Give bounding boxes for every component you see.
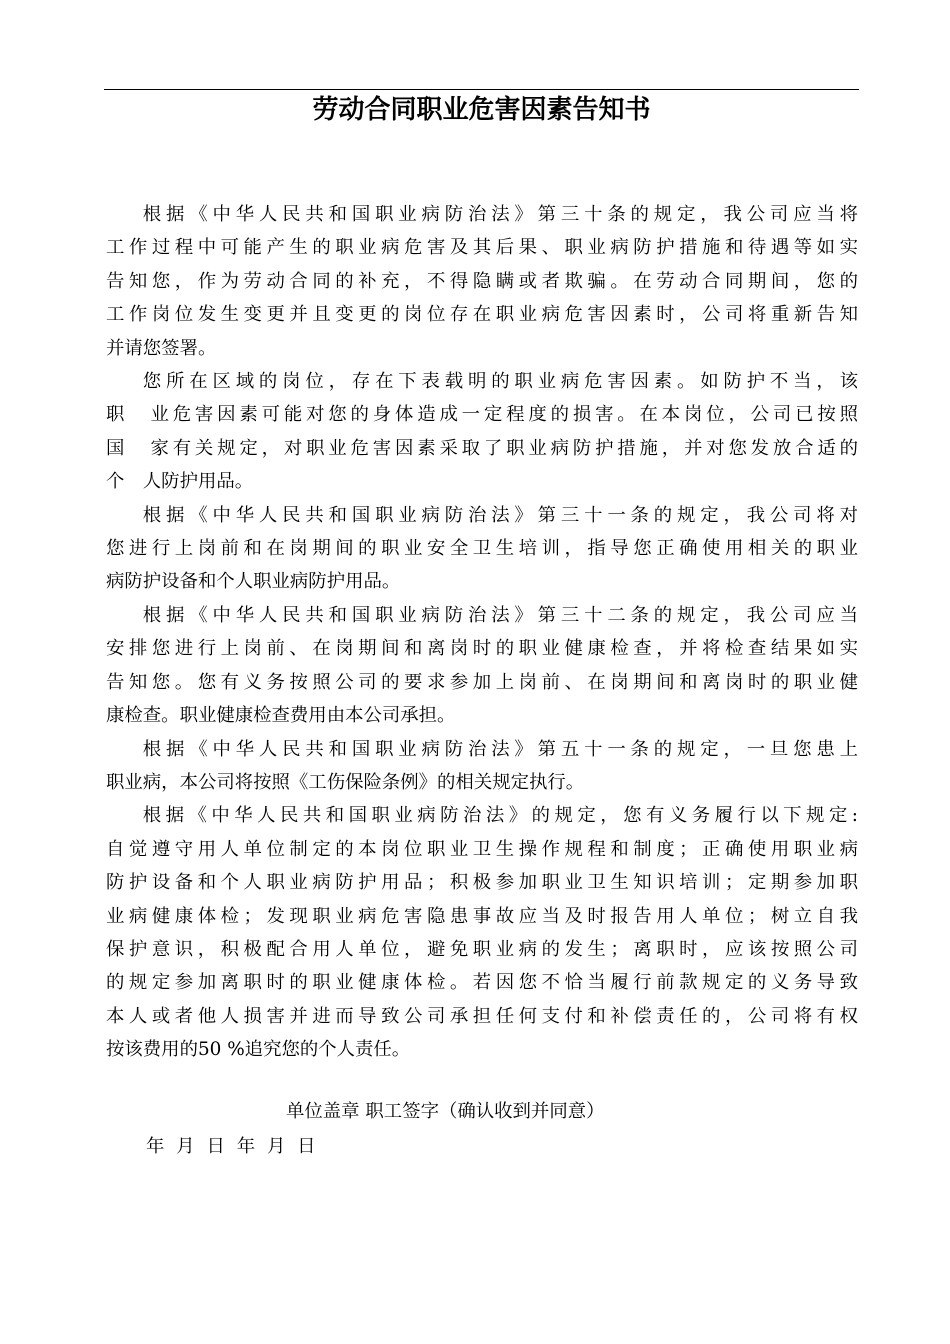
paragraph-line: 防护设备和个人职业病防护用品；积极参加职业卫生知识培训；定期参加职 xyxy=(106,872,858,894)
paragraph-line: 工作岗位发生变更并且变更的岗位存在职业病危害因素时，公司将重新告知 xyxy=(106,304,858,326)
paragraph-line: 根据《中华人民共和国职业病防治法》第三十条的规定，我公司应当将 xyxy=(142,204,858,225)
paragraph-3 xyxy=(106,499,858,599)
paragraph-line: 安排您进行上岗前、在岗期间和离岗时的职业健康检查，并将检查结果如实 xyxy=(106,638,858,660)
paragraph-line: 本人或者他人损害并进而导致公司承担任何支付和补偿责任的，公司将有权 xyxy=(106,1005,858,1027)
paragraph-line: 按该费用的50 %追究您的个人责任。 xyxy=(106,1039,411,1061)
paragraph-line: 职 业危害因素可能对您的身体造成一定程度的损害。在本岗位，公司已按照 xyxy=(106,404,858,426)
paragraph-1 xyxy=(106,198,858,365)
paragraph-line: 业病健康体检；发现职业病危害隐患事故应当及时报告用人单位；树立自我 xyxy=(106,905,858,927)
paragraph-5 xyxy=(106,733,858,800)
paragraph-line: 根据《中华人民共和国职业病防治法》第五十一条的规定，一旦您患上 xyxy=(142,738,858,760)
paragraph-line: 的规定参加离职时的职业健康体检。若因您不恰当履行前款规定的义务导致 xyxy=(106,972,858,994)
paragraph-line: 职业病，本公司将按照《工伤保险条例》的相关规定执行。 xyxy=(106,771,585,793)
signature-line: 单位盖章 职工签字（确认收到并同意） xyxy=(286,1101,605,1122)
paragraph-line: 并请您签署。 xyxy=(106,337,217,359)
paragraph-line: 自觉遵守用人单位制定的本岗位职业卫生操作规程和制度；正确使用职业病 xyxy=(106,838,858,860)
header-rule xyxy=(104,89,859,90)
date-line: 年 月 日 年 月 日 xyxy=(146,1136,316,1157)
paragraph-line: 病防护设备和个人职业病防护用品。 xyxy=(106,571,401,593)
paragraph-line: 根据《中华人民共和国职业病防治法》的规定，您有义务履行以下规定: xyxy=(142,805,858,827)
paragraph-2 xyxy=(106,365,858,499)
paragraph-line: 您所在区域的岗位，存在下表载明的职业病危害因素。如防护不当，该 xyxy=(142,371,858,393)
paragraph-line: 根据《中华人民共和国职业病防治法》第三十一条的规定，我公司将对 xyxy=(142,504,858,526)
document-body xyxy=(106,198,858,1067)
paragraph-line: 康检查。职业健康检查费用由本公司承担。 xyxy=(106,705,456,727)
paragraph-line: 国 家有关规定，对职业危害因素采取了职业病防护措施，并对您发放合适的 xyxy=(106,437,858,459)
paragraph-line: 告知您，作为劳动合同的补充，不得隐瞒或者欺骗。在劳动合同期间，您的 xyxy=(106,270,858,292)
paragraph-6 xyxy=(106,799,858,1066)
paragraph-line: 保护意识，积极配合用人单位，避免职业病的发生；离职时，应该按照公司 xyxy=(106,938,858,960)
paragraph-line: 您进行上岗前和在岗期间的职业安全卫生培训，指导您正确使用相关的职业 xyxy=(106,538,858,560)
paragraph-line: 根据《中华人民共和国职业病防治法》第三十二条的规定，我公司应当 xyxy=(142,604,858,626)
paragraph-line: 工作过程中可能产生的职业病危害及其后果、职业病防护措施和待遇等如实 xyxy=(106,237,858,259)
paragraph-4 xyxy=(106,599,858,733)
paragraph-line: 告知您。您有义务按照公司的要求参加上岗前、在岗期间和离岗时的职业健 xyxy=(106,671,858,693)
paragraph-line: 个 人防护用品。 xyxy=(106,471,254,493)
document-title: 劳动合同职业危害因素告知书 xyxy=(312,95,651,125)
